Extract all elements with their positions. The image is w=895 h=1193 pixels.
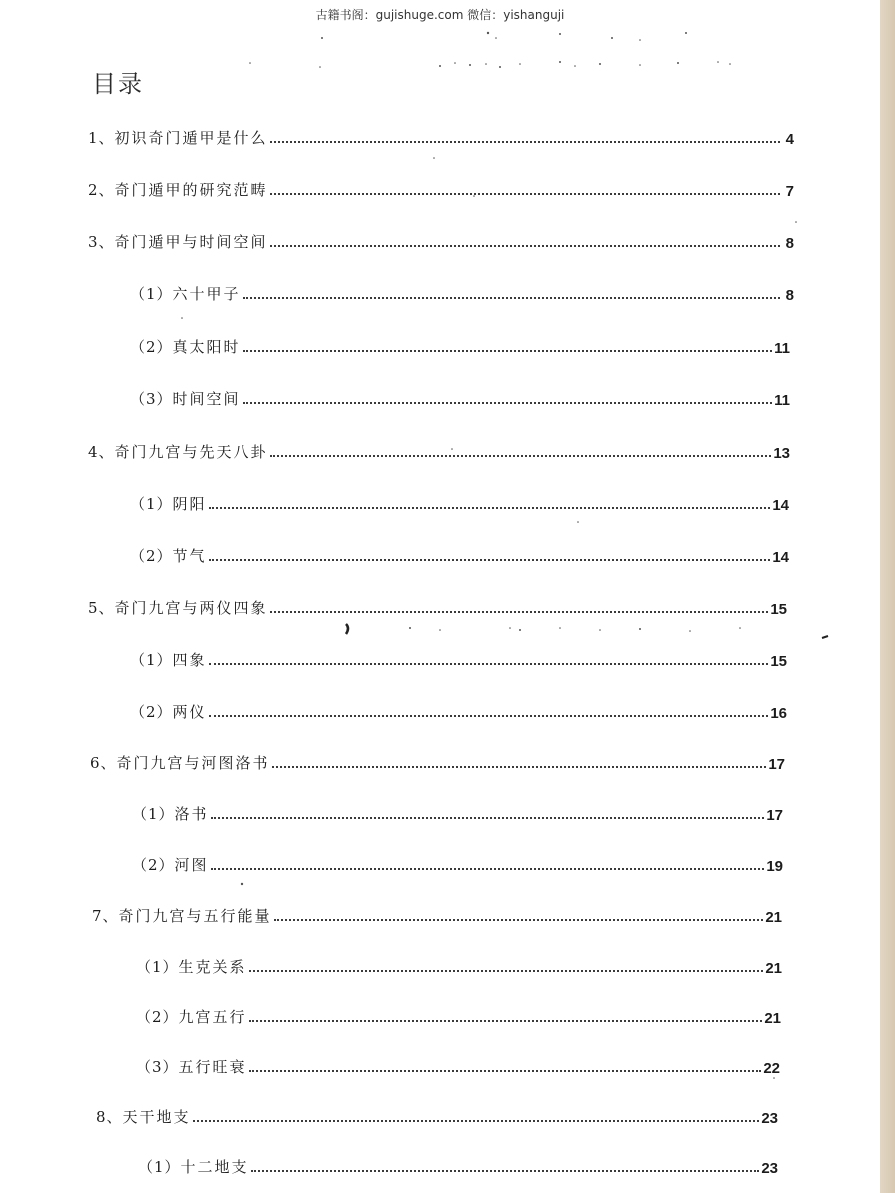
- toc-entry-number: （1）: [130, 285, 173, 303]
- dot-leader: [270, 245, 780, 247]
- dot-leader: [209, 507, 771, 509]
- toc-entry-number: （1）: [130, 651, 173, 669]
- toc-entry-page: 21: [765, 960, 782, 977]
- toc-entry-label: 六十甲子: [172, 285, 241, 303]
- toc-entry-page: 16: [770, 705, 787, 722]
- toc-entry-number: 1、: [88, 129, 115, 147]
- dot-leader: [270, 455, 772, 457]
- toc-entry-label: 初识奇门遁甲是什么: [114, 129, 268, 147]
- dot-leader: [249, 970, 764, 972]
- toc-entry-page: 19: [766, 858, 783, 875]
- dot-leader: [209, 559, 771, 561]
- toc-entry[interactable]: [132, 851, 783, 875]
- dot-leader: [251, 1170, 760, 1172]
- dot-leader: [211, 817, 765, 819]
- toc-entry[interactable]: [130, 646, 787, 670]
- toc-entry[interactable]: [88, 228, 794, 252]
- toc-entry[interactable]: [96, 1103, 778, 1127]
- toc-entry-label: 天干地支: [122, 1108, 191, 1126]
- toc-entry[interactable]: [136, 1003, 781, 1027]
- toc-entry[interactable]: [138, 1153, 778, 1177]
- toc-entry[interactable]: [88, 438, 790, 462]
- toc-entry-label: 时间空间: [172, 390, 241, 408]
- toc-entry-number: （1）: [136, 958, 179, 976]
- toc-entry[interactable]: [136, 953, 782, 977]
- toc-entry-label: 五行旺衰: [178, 1058, 247, 1076]
- toc-entry-label: 真太阳时: [172, 338, 241, 356]
- toc-entry-label: 奇门九宫与河图洛书: [116, 754, 270, 772]
- toc-entry-page: 23: [761, 1160, 778, 1177]
- toc-entry-number: 7、: [92, 907, 119, 925]
- toc-entry-label: 四象: [172, 651, 207, 669]
- toc-entry-number: 8、: [96, 1108, 123, 1126]
- toc-entry-label: 奇门九宫与五行能量: [118, 907, 272, 925]
- dot-leader: [209, 663, 769, 665]
- toc-entry[interactable]: [130, 333, 790, 357]
- toc-entry-page: 15: [770, 653, 787, 670]
- toc-entry-number: 4、: [88, 443, 115, 461]
- toc-entry-label: 洛书: [174, 805, 209, 823]
- toc-entry-page: 23: [761, 1110, 778, 1127]
- toc-entry-page: 21: [765, 909, 782, 926]
- toc-entry-number: （2）: [130, 703, 173, 721]
- toc-entry-number: （2）: [136, 1008, 179, 1026]
- toc-entry-label: 阴阳: [172, 495, 207, 513]
- toc-entry-number: 6、: [90, 754, 117, 772]
- toc-entry-page: 17: [768, 756, 785, 773]
- toc-entry-number: （1）: [138, 1158, 181, 1176]
- toc-entry[interactable]: [88, 176, 794, 200]
- toc-entry-label: 奇门遁甲的研究范畴: [114, 181, 268, 199]
- toc-entry-label: 节气: [172, 547, 207, 565]
- dot-leader: [249, 1020, 763, 1022]
- dot-leader: [211, 868, 765, 870]
- toc-entry[interactable]: [136, 1053, 780, 1077]
- toc-entry-number: 2、: [88, 181, 115, 199]
- toc-entry-label: 河图: [174, 856, 209, 874]
- toc-entry-page: 15: [770, 601, 787, 618]
- dot-leader: [243, 297, 780, 299]
- toc-entry-page: 14: [772, 497, 789, 514]
- dot-leader: [243, 402, 773, 404]
- watermark-text: 古籍书阁：gujishuge.com 微信：yishanguji: [315, 8, 565, 22]
- toc-title: 目录: [92, 70, 144, 98]
- toc-entry-page: 21: [764, 1010, 781, 1027]
- toc-entry[interactable]: [130, 542, 789, 566]
- toc-entry-label: 九宫五行: [178, 1008, 247, 1026]
- toc-entry-number: （1）: [132, 805, 175, 823]
- toc-entry-label: 十二地支: [180, 1158, 249, 1176]
- toc-entry-number: （2）: [130, 338, 173, 356]
- toc-entry-page: 13: [773, 445, 790, 462]
- dot-leader: [270, 193, 780, 195]
- dot-leader: [243, 350, 773, 352]
- dot-leader: [270, 141, 780, 143]
- toc-entry-page: 17: [766, 807, 783, 824]
- toc-entry-number: （2）: [132, 856, 175, 874]
- toc-entry-page: 4: [785, 131, 794, 148]
- page-edge-shadow: [880, 0, 895, 1193]
- toc-entry-page: 7: [785, 183, 794, 200]
- dot-leader: [249, 1070, 762, 1072]
- toc-entry[interactable]: [88, 594, 787, 618]
- toc-entry-label: 奇门九宫与两仪四象: [114, 599, 268, 617]
- toc-entry-label: 奇门九宫与先天八卦: [114, 443, 268, 461]
- dot-leader: [272, 766, 767, 768]
- dot-leader: [209, 715, 769, 717]
- toc-entry[interactable]: [88, 124, 794, 148]
- toc-entry[interactable]: [130, 385, 790, 409]
- toc-entry[interactable]: [132, 800, 783, 824]
- dot-leader: [270, 611, 769, 613]
- toc-entry-page: 8: [785, 287, 794, 304]
- toc-entry[interactable]: [130, 280, 794, 304]
- toc-entry-page: 8: [785, 235, 794, 252]
- toc-entry[interactable]: [92, 902, 782, 926]
- dot-leader: [274, 919, 764, 921]
- toc-entry-number: 3、: [88, 233, 115, 251]
- toc-entry-label: 两仪: [172, 703, 207, 721]
- toc-entry-number: （3）: [130, 390, 173, 408]
- toc-entry-page: 11: [774, 392, 790, 409]
- toc-entry-number: （3）: [136, 1058, 179, 1076]
- toc-entry[interactable]: [130, 698, 787, 722]
- toc-entry-label: 生克关系: [178, 958, 247, 976]
- toc-entry-label: 奇门遁甲与时间空间: [114, 233, 268, 251]
- toc-entry-page: 11: [774, 340, 790, 357]
- dot-leader: [193, 1120, 760, 1122]
- toc-entry-page: 14: [772, 549, 789, 566]
- toc-entry-number: （1）: [130, 495, 173, 513]
- toc-entry-page: 22: [763, 1060, 780, 1077]
- toc-entry-number: 5、: [88, 599, 115, 617]
- toc-entry[interactable]: [90, 749, 785, 773]
- toc-entry[interactable]: [130, 490, 789, 514]
- toc-entry-number: （2）: [130, 547, 173, 565]
